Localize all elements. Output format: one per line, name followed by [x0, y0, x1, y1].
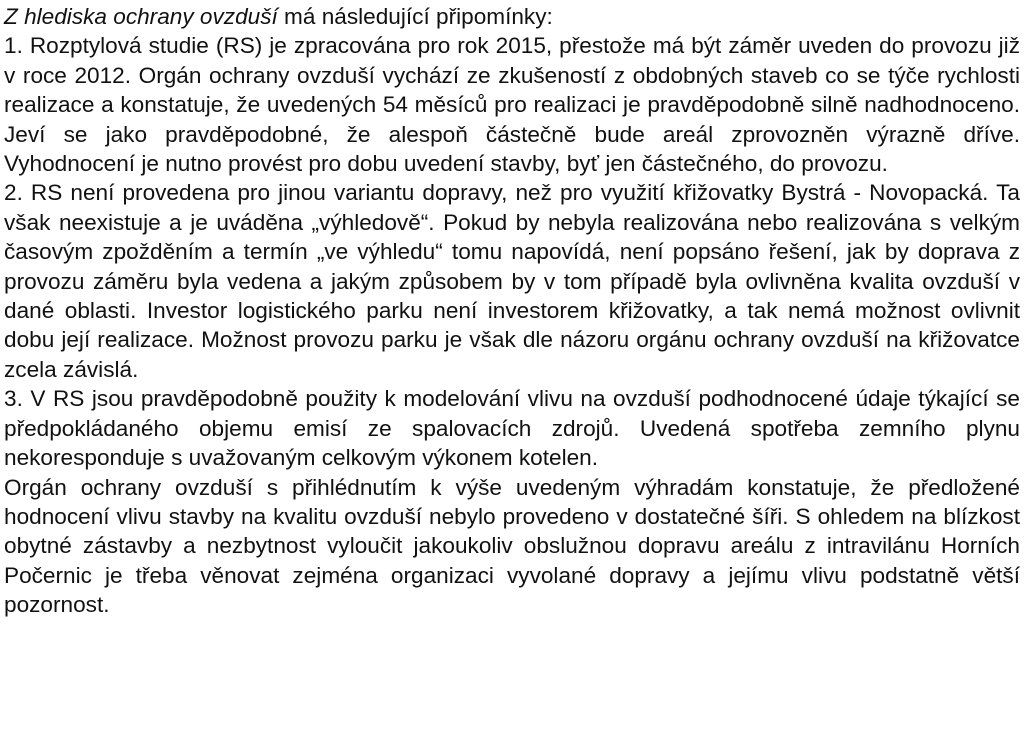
intro-line	[4, 2, 1020, 31]
intro-rest-text: má následující připomínky:	[277, 4, 553, 29]
comment-3-paragraph: 3. V RS jsou pravděpodobně použity k modelování vlivu na ovzduší podhodnocené údaje týkající se předpokládaného objemu emisí ze spalovacích zdrojů. Uvedená spotřeba zemního plynu nekoresponduje s uvažovaným celkovým výkonem kotelen.	[4, 386, 1020, 471]
intro-italic-text: Z hlediska ochrany ovzduší	[4, 4, 278, 29]
document-body	[4, 2, 1020, 620]
comment-1-paragraph: 1. Rozptylová studie (RS) je zpracována pro rok 2015, přestože má být záměr uveden do provozu již v roce 2012. Orgán ochrany ovzduší vychází ze zkušeností z obdobných staveb co se týče rychlosti realizace a konstatuje, že uvedených 54 měsíců pro realizaci je pravděpodobně silně nadhodnoceno. Jeví se jako pravděpodobné, že alespoň částečně bude areál zprovozněn výrazně dříve. Vyhodnocení je nutno provést pro dobu uvedení stavby, byť jen částečného, do provozu.	[4, 33, 1020, 177]
comment-2-paragraph: 2. RS není provedena pro jinou variantu dopravy, než pro využití křižovatky Bystrá - Novopacká. Ta však neexistuje a je uváděna „výhledově“. Pokud by nebyla realizována nebo realizována s velkým časovým zpožděním a termín „ve výhledu“ tomu napovídá, není popsáno řešení, jak by doprava z provozu záměru byla vedena a jakým způsobem by v tom případě byla ovlivněna kvalita ovzduší v dané oblasti. Investor logistického parku není investorem křižovatky, a tak nemá možnost ovlivnit dobu její realizace. Možnost provozu parku je však dle názoru orgánu ochrany ovzduší na křižovatce zcela závislá.	[4, 180, 1020, 382]
conclusion-paragraph: Orgán ochrany ovzduší s přihlédnutím k výše uvedeným výhradám konstatuje, že předložené hodnocení vlivu stavby na kvalitu ovzduší nebylo provedeno v dostatečné šíři. S ohledem na blízkost obytné zástavby a nezbytnost vyloučit jakoukoliv obslužnou dopravu areálu z intravilánu Horních Počernic je třeba věnovat zejména organizaci vyvolané dopravy a jejímu vlivu podstatně větší pozornost.	[4, 474, 1020, 618]
